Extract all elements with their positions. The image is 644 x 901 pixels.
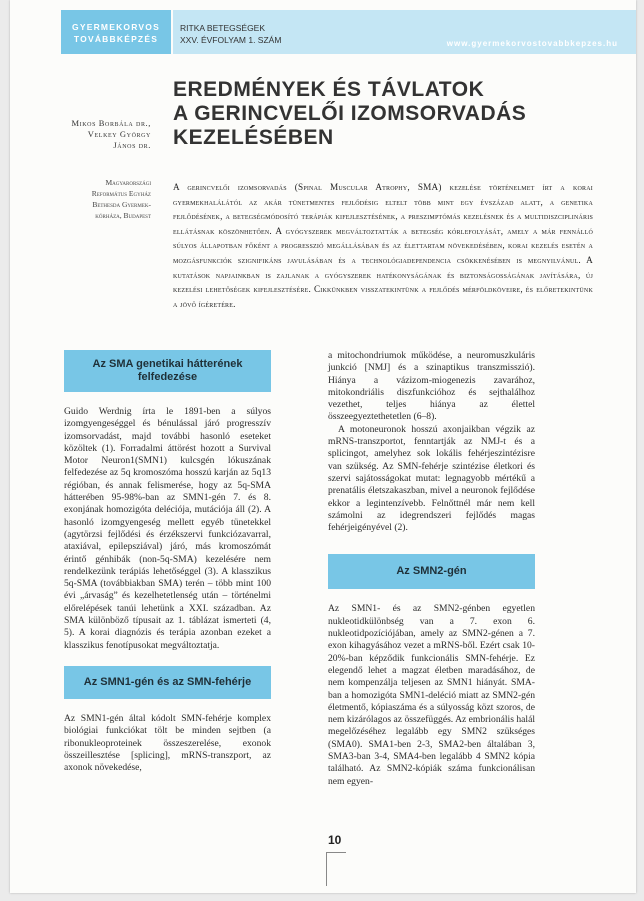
author-line: János dr. xyxy=(113,140,151,150)
title-line-1: EREDMÉNYEK ÉS TÁVLATOK xyxy=(173,78,485,101)
series-label: RITKA BETEGSÉGEK xyxy=(180,23,266,33)
page-number: 10 xyxy=(328,833,342,847)
section-heading: Az SMA genetikai hátterének felfedezése xyxy=(64,350,271,392)
paragraph: A motoneuronok hosszú axonjaikban végzik az mRNS-transzportot, fenntartják az NMJ-t és a splicingot, amelyhez sok lokális fehérjeszintézisre van szükség. Az SMN-fehérje szintézise életkori és szervi sajátosságokat mutat: legnagyobb mértékű a prenatális életszakaszban, mivel a neuronok fejlődése ekkor a legintenzívebb. Felnőttnél már nem kell számolni az idegrendszeri fejlődés magas fehérjeigényével (2). xyxy=(328,423,535,534)
left-column xyxy=(64,350,271,774)
article-title xyxy=(173,78,593,150)
author-line: Mikos Borbála dr., xyxy=(71,118,151,128)
section-body xyxy=(64,713,271,774)
section-body xyxy=(64,406,271,652)
brand-line-2: TOVÁBBKÉPZÉS xyxy=(73,34,159,44)
affiliation-line: kórháza, Budapest xyxy=(95,211,151,220)
section-body xyxy=(328,350,535,534)
title-line-3: KEZELÉSÉBEN xyxy=(173,126,334,149)
affiliation-line: Református Egyház xyxy=(91,189,151,198)
affiliation xyxy=(41,177,151,221)
paragraph: a mitochondriumok működése, a neuromuszkuláris junkció [NMJ] és a szinaptikus transzmisszió). Hiánya a vázizom-miogenezis zavarához, mitokondriális diszfunkcióhoz és sejthalálhoz vezethet, teljes hiánya az élettel összeegyeztethetetlen (6–8). xyxy=(328,350,535,423)
issue-info xyxy=(180,22,281,46)
paragraph: Guido Werdnig írta le 1891-ben a súlyos izomgyengeséggel és bénulással járó progresszív izomsorvadást, majd további hasonló eseteket közöltek (1). Forradalmi áttörést hozott a Survival Motor Neuron1(SMN1) kulcsgén lókuszának felfedezése az 5q kromoszóma hosszú karján az 5q13 régióban, és annak felismerése, hogy az 5q-SMA hátterében 95-98%-ban az SMN1-gén 7. és 8. exonjának homozigóta deléciója, mutációja áll (2). A hasonló izomgyengeség mellett egyéb tünetekkel (agytörzsi fejlődési és érzékszervi funkciózavarral, ataxiával, epilepsziával) járó, más kromoszómát érintő génhibák (non-5q-SMA) kezelésére nem rendelkezünk terápiás lehetőséggel (3). A klasszikus 5q-SMA (továbbiakban SMA) terén – több mint 100 évi „árvaság” és kezelhetetlenség után – történelmi előrelépések tanúi lehetünk a XXI. században. Az SMA különböző típusait az 1. táblázat ismerteti (4, 5). A korai diagnózis és terápia azonban ezeket a klasszikus fenotípusokat megváltoztatja. xyxy=(64,406,271,651)
right-column xyxy=(328,350,535,788)
page-marker-line xyxy=(326,852,346,853)
author-line: Velkey György xyxy=(87,129,151,139)
volume-label: XXV. ÉVFOLYAM 1. SZÁM xyxy=(180,35,282,45)
section-heading: Az SMN1-gén és az SMN-fehérje xyxy=(64,666,271,699)
affiliation-line: Bethesda Gyermek- xyxy=(92,200,151,209)
section-body xyxy=(328,603,535,787)
page-marker-line xyxy=(326,852,327,886)
article-abstract: A gerincvelői izomsorvadás (Spinal Muscular Atrophy, SMA) kezelése történelmet írt a korai gyermekhalálától az akár tünetmentes fejlődésig eltelt több mint egy évszázad alatt, a genetika fejlődésének, a betegségmódosító terápiák kifejlesztésének, a preszimptómás kezelésnek és a multidiszciplináris ellátásnak köszönhetően. A gyógyszerek megváltoztatták a betegség kórlefolyását, amely a már fennálló súlyos állapotban főként a progresszió megállásában és az élettartam növekedésében, korai kezelés esetén a mozgásfunkciók szignifikáns javulásában és a technológiadependencia csökkenésében is megnyilvánul. A kutatások napjainkban is zajlanak a gyógyszerek hatékonyságának és biztonságosságának javítására, új kezelési lehetőségek kifejlesztésére. Cikkünkben visszatekintünk a fejlődés mérföldköveire, és előretekintünk a jövő ígéretére. xyxy=(173,182,593,309)
paragraph: Az SMN1- és az SMN2-génben egyetlen nukleotidkülönbség van a 7. exon 6. nukleotidpozíciójában, amely az SMN2-génen a 7. exon kihagyásához vezet a mRNS-ből. Ezért csak 10-20%-ban képződik funkcionális SMN-fehérje. Ez elegendő lehet a magzat életben maradásához, de nem kompenzálja teljesen az SMN1 hiányát. SMA-ban a homozigóta SMN1-deléció miatt az SMN2-gén életmentő, kópiaszáma és a súlyosság közt szoros, de nem kizárólagos az összefüggés. Az embrionális halál megelőzéséhez legalább egy SMN2 szükséges (SMA0). SMA1-ben 2-3, SMA2-ben általában 3, SMA3-ban 3-4, SMA4-ben legalább 4 SMN2 kópia található. Az SMN2-kópiák száma funkcionálisan nem egyen- xyxy=(328,603,535,787)
title-line-2: A GERINCVELŐI IZOMSORVADÁS xyxy=(173,102,527,125)
brand-line-1: GYERMEKORVOS xyxy=(72,22,160,32)
paragraph: Az SMN1-gén által kódolt SMN-fehérje komplex biológiai funkciókat tölt be minden sejtben (a ribonukleoproteinek összeszerelése, exonok összeillesztése [splicing], mRNS-transzport, az axonok növekedése, xyxy=(64,712,271,774)
journal-brand xyxy=(61,10,171,54)
section-heading: Az SMN2-gén xyxy=(328,554,535,589)
journal-url[interactable]: www.gyermekorvostovabbkepzes.hu xyxy=(446,39,618,48)
journal-page xyxy=(10,0,636,893)
author-list xyxy=(41,118,151,151)
affiliation-line: Magyarországi xyxy=(105,178,151,187)
